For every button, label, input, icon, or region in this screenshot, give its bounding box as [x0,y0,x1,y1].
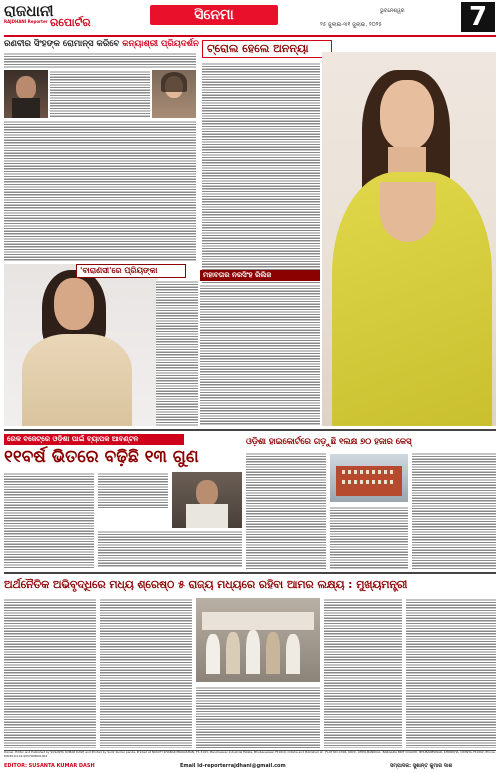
logo-sub: RAJDHANI Reporter [4,19,48,24]
body-cm-growth-mid [98,472,168,508]
body-cm-growth-bottom [98,530,242,568]
masthead-rule [4,35,496,37]
photo-economic [196,598,320,682]
page-number: 7 [468,2,488,32]
body-economic-1 [4,598,96,748]
section-banner [150,5,278,25]
headline-economic: ଅର୍ଥନୈତିକ ଅଭିବୃଦ୍ଧିରେ ମଧ୍ୟ ଶ୍ରେଷ୍ଠ ୫ ରାଜ୍ୟ ମଧ୍ୟରେ ରହିବା ଆମର ଲକ୍ଷ୍ୟ : ମୁଖ୍ୟମନ୍ତ୍ରୀ [4,578,408,591]
article-cm-growth [4,434,242,570]
article-mahavatar [200,270,320,426]
city: ଭୁବନେଶ୍ୱର [380,8,405,14]
footer-editor: EDITOR: SUSANTA KUMAR DASH [4,763,95,769]
photo-ananya [322,52,496,426]
photo-actress [152,70,196,118]
footer-imprint: Owner, Editor and Published by SUSANTA KUMAR DASH and Printed by Sudir Kumar panda, Printed at NUKUTI KHABAR PRAKASHAN, TS 3193, Mancheswar Industrial Estate, Bhubaneswar-751010, Odisha and Published at : FLAT NO-C306, KRVC, ATIPO-BANKUAL, BARGADA BRIT COLONY, BHUBANESWAR, KHORDHA, ODISHA-751002, Phone-8403011119,9937008601003 [4,751,496,758]
divider-mid [4,429,496,431]
body-economic-caption [196,686,320,748]
body-ranveer-top [4,52,196,68]
body-economic-2 [100,598,192,748]
headline-cm-growth: ୧୧ବର୍ଷ ଭିତରେ ବଢ଼ିଛି ୧୩ ଗୁଣ [4,447,199,467]
body-cm-growth-left [4,472,94,568]
body-highcourt-mid [330,506,408,570]
footer-email: Email Id-reporterrajdhani@gmail.com [180,763,286,769]
body-ranveer-mid [50,70,150,118]
logo [4,4,114,32]
headline-priyanka-box [76,264,186,278]
body-economic-4 [406,598,496,748]
body-highcourt-left [246,452,326,570]
kicker-cm-growth: ରେଳ ବଜେଟ୍‌ରେ ଓଡ଼ିଶା ପାଇଁ ବ୍ୟାପକ ଆବଣ୍ଟନ [4,434,184,445]
headline-priyanka: 'ବାରାଣସୀ'ରେ ପ୍ରିୟଙ୍କା [80,266,158,275]
body-mahavatar [200,284,320,426]
footer-sub-editor: ସମ୍ପାଦକ: ସୁଶାନ୍ତ କୁମାର ଦାଶ [390,763,453,769]
body-economic-3 [324,598,402,748]
body-ranveer-bottom [4,120,196,262]
photo-highcourt [330,454,408,502]
body-highcourt-right [412,452,496,570]
headline-ananya-box [202,40,332,58]
masthead [0,0,500,34]
date: ୨୫ ଜୁଲାଇ-୩୧ ଜୁଲାଇ, ୨୦୨୫ [320,22,382,28]
section-title: ସିନେମା [194,7,234,23]
body-priyanka [156,280,198,426]
headline-mahavatar: ମହାବତାର ନରସିଂହ ରିଲିଜ [200,270,320,281]
article-priyanka-text [76,264,198,426]
headline-ranveer: ରଣବୀର ସିଂହଙ୍କ ରୋମାନ୍ସ କରିବେ କନ୍ୟାଶ୍ରୀ ପ୍ରିୟଦର୍ଶନ [4,39,199,49]
photo-cm-growth [172,472,242,528]
article-economic [4,576,496,748]
page-number-box [461,2,495,32]
headline-ananya: ଟ୍ରୋଲ ହେଲେ ଅନନ୍ୟା [207,42,309,55]
divider-lower [4,572,496,574]
logo-bottom: ରପୋର୍ଟର [50,16,91,29]
headline-highcourt: ଓଡ଼ିଶା ହାଇକୋର୍ଟରେ ଗଡ଼ୁଛି ୧ଲକ୍ଷ ୭୦ ହଜାର କେସ୍ [246,436,412,446]
article-ranveer [4,38,199,262]
logo-top: ରାଜଧାନୀ [4,2,54,20]
article-highcourt [246,434,496,570]
photo-ranveer [4,70,48,118]
